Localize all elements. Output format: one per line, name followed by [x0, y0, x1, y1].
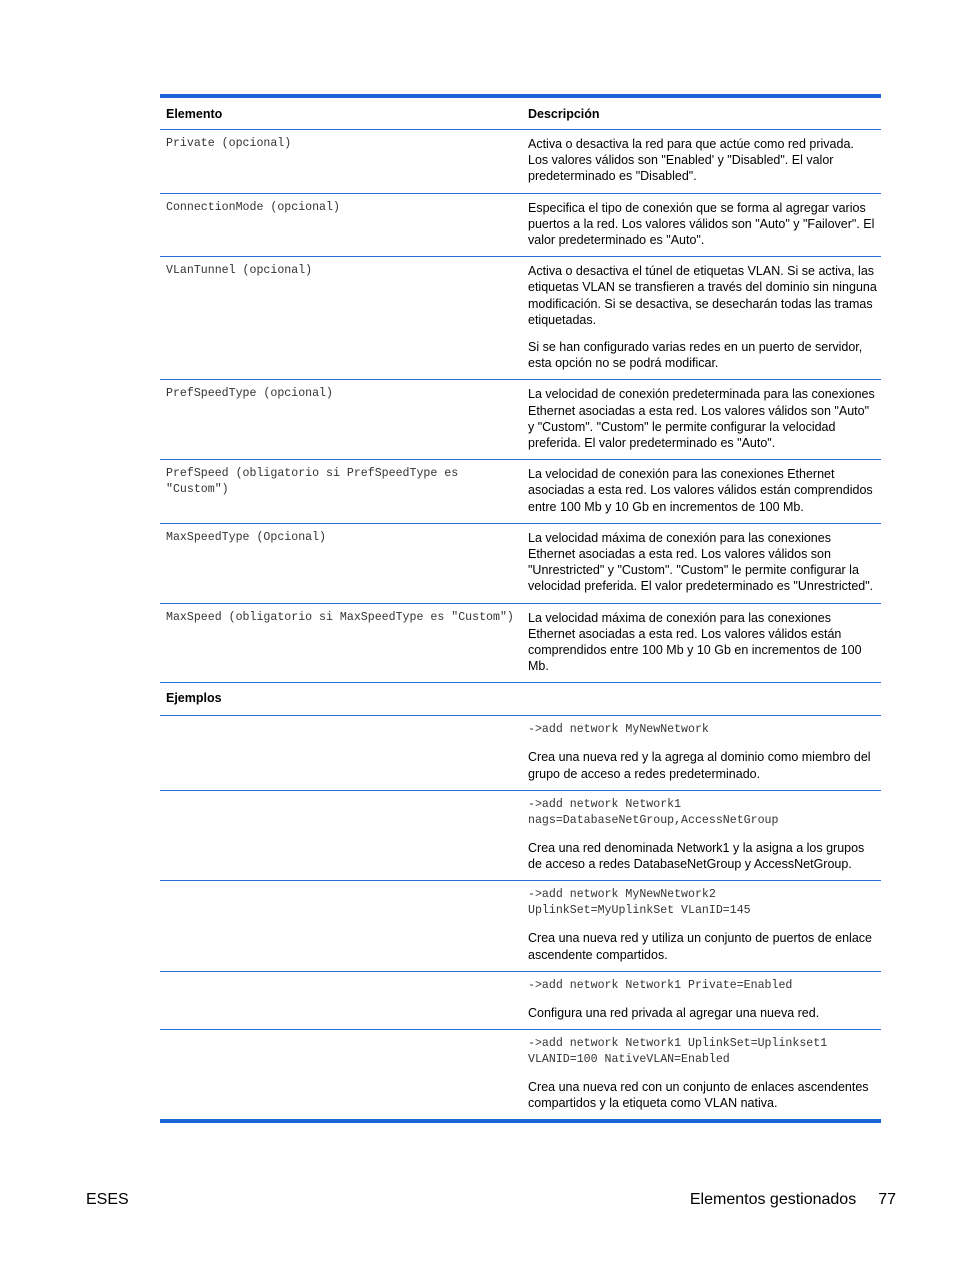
example-cell — [521, 881, 881, 971]
example-row — [160, 971, 881, 1029]
description-text: La velocidad de conexión predeterminada para las conexiones Ethernet asociadas a esta red. Los valores válidos son "Auto" y "Custom". "Custom" le permite configurar la velocidad preferida. El valor predeterminado es "Auto". — [528, 387, 875, 451]
element-cell — [160, 603, 521, 683]
description-cell — [521, 257, 881, 380]
element-cell — [160, 130, 521, 194]
description-text: Activa o desactiva la red para que actúe como red privada. Los valores válidos son "Enabled' y "Disabled". El valor predeterminado es "Disabled". — [528, 137, 854, 184]
example-row — [160, 881, 881, 971]
element-cell — [160, 523, 521, 603]
element-cell — [160, 193, 521, 257]
element-cell — [160, 380, 521, 460]
element-name: Private (opcional) — [166, 137, 292, 150]
footer-page-info — [690, 1191, 896, 1209]
examples-label: Ejemplos — [166, 691, 222, 706]
description-cell — [521, 380, 881, 460]
example-row — [160, 790, 881, 880]
description-text: La velocidad máxima de conexión para las conexiones Ethernet asociadas a esta red. Los valores válidos son "Unrestricted" y "Custom". "Custom" le permite configurar la velocidad preferida. El valor predeterminado es "Unrestricted". — [528, 530, 874, 594]
example-command: ->add network Network1 UplinkSet=Uplinkset1 VLANID=100 NativeVLAN=Enabled — [528, 1036, 828, 1066]
table-row — [160, 523, 881, 603]
table-row — [160, 257, 881, 380]
description-cell — [521, 193, 881, 257]
description-cell — [521, 460, 881, 524]
description-text: Activa o desactiva el túnel de etiquetas VLAN. Si se activa, las etiquetas VLAN se transfieren a través del dominio sin ninguna modificación. Si se desactiva, se desecharán todas las tramas etiquetadas. — [528, 264, 877, 327]
table-header-row — [160, 96, 881, 130]
description-cell — [521, 130, 881, 194]
example-command: ->add network MyNewNetwork2 UplinkSet=MyUplinkSet VLanID=145 — [528, 888, 751, 918]
example-cell — [521, 1029, 881, 1121]
example-description: Configura una red privada al agregar una nueva red. — [528, 1005, 820, 1020]
table-row — [160, 460, 881, 524]
example-empty-cell — [160, 716, 521, 790]
element-name: ConnectionMode (opcional) — [166, 200, 340, 214]
element-name: MaxSpeedType (Opcional) — [166, 530, 327, 544]
description-text: La velocidad máxima de conexión para las conexiones Ethernet asociadas a esta red. Los valores válidos están comprendidos entre 100 Mb y 10 Gb en incrementos de 100 Mb. — [528, 610, 862, 674]
table-row — [160, 380, 881, 460]
example-empty-cell — [160, 881, 521, 971]
header-description: Descripción — [528, 107, 600, 121]
example-command: ->add network MyNewNetwork — [528, 723, 709, 737]
table-row — [160, 193, 881, 257]
example-empty-cell — [160, 1029, 521, 1121]
example-cell — [521, 971, 881, 1029]
element-cell — [160, 257, 521, 380]
parameters-table — [160, 94, 881, 1123]
example-empty-cell — [160, 971, 521, 1029]
description-text: Especifica el tipo de conexión que se forma al agregar varios puertos a la red. Los valores válidos son "Auto" y "Failover". El valor predeterminado es "Auto". — [528, 200, 875, 248]
example-description: Crea una nueva red y la agrega al dominio como miembro del grupo de acceso a redes predeterminado. — [528, 750, 871, 781]
element-name: PrefSpeed (obligatorio si PrefSpeedType es "Custom") — [166, 467, 466, 497]
example-row — [160, 1029, 881, 1121]
example-command: ->add network Network1 nags=DatabaseNetGroup,AccessNetGroup — [528, 797, 779, 827]
example-empty-cell — [160, 790, 521, 880]
description-cell — [521, 523, 881, 603]
table-row — [160, 130, 881, 194]
example-command: ->add network Network1 Private=Enabled — [528, 978, 793, 992]
example-cell — [521, 716, 881, 790]
description-text: La velocidad de conexión para las conexiones Ethernet asociadas a esta red. Los valores válidos están comprendidos entre 100 Mb y 10 Gb en incrementos de 100 Mb. — [528, 467, 873, 514]
element-name: VLanTunnel (opcional) — [166, 264, 313, 278]
element-name: MaxSpeed (obligatorio si MaxSpeedType es "Custom") — [166, 610, 514, 624]
description-text: Si se han configurado varias redes en un puerto de servidor, esta opción no se podrá modificar. — [528, 340, 863, 371]
example-row — [160, 716, 881, 790]
element-cell — [160, 460, 521, 524]
header-element: Elemento — [166, 107, 223, 121]
footer-page-number: 77 — [878, 1191, 896, 1208]
element-name: PrefSpeedType (opcional) — [166, 387, 333, 401]
example-cell — [521, 790, 881, 880]
footer-section: Elementos gestionados — [689, 1191, 857, 1208]
footer-locale: ESES — [86, 1191, 129, 1208]
examples-section-row — [160, 683, 881, 716]
example-description: Crea una red denominada Network1 y la asigna a los grupos de acceso a redes DatabaseNetGroup y AccessNetGroup. — [528, 840, 865, 872]
table-row — [160, 603, 881, 683]
description-cell — [521, 603, 881, 683]
examples-label-cell — [160, 683, 881, 716]
example-description: Crea una nueva red con un conjunto de enlaces ascendentes compartidos y la etiqueta como VLAN nativa. — [528, 1079, 869, 1111]
example-description: Crea una nueva red y utiliza un conjunto de puertos de enlace ascendente compartidos. — [528, 931, 872, 962]
